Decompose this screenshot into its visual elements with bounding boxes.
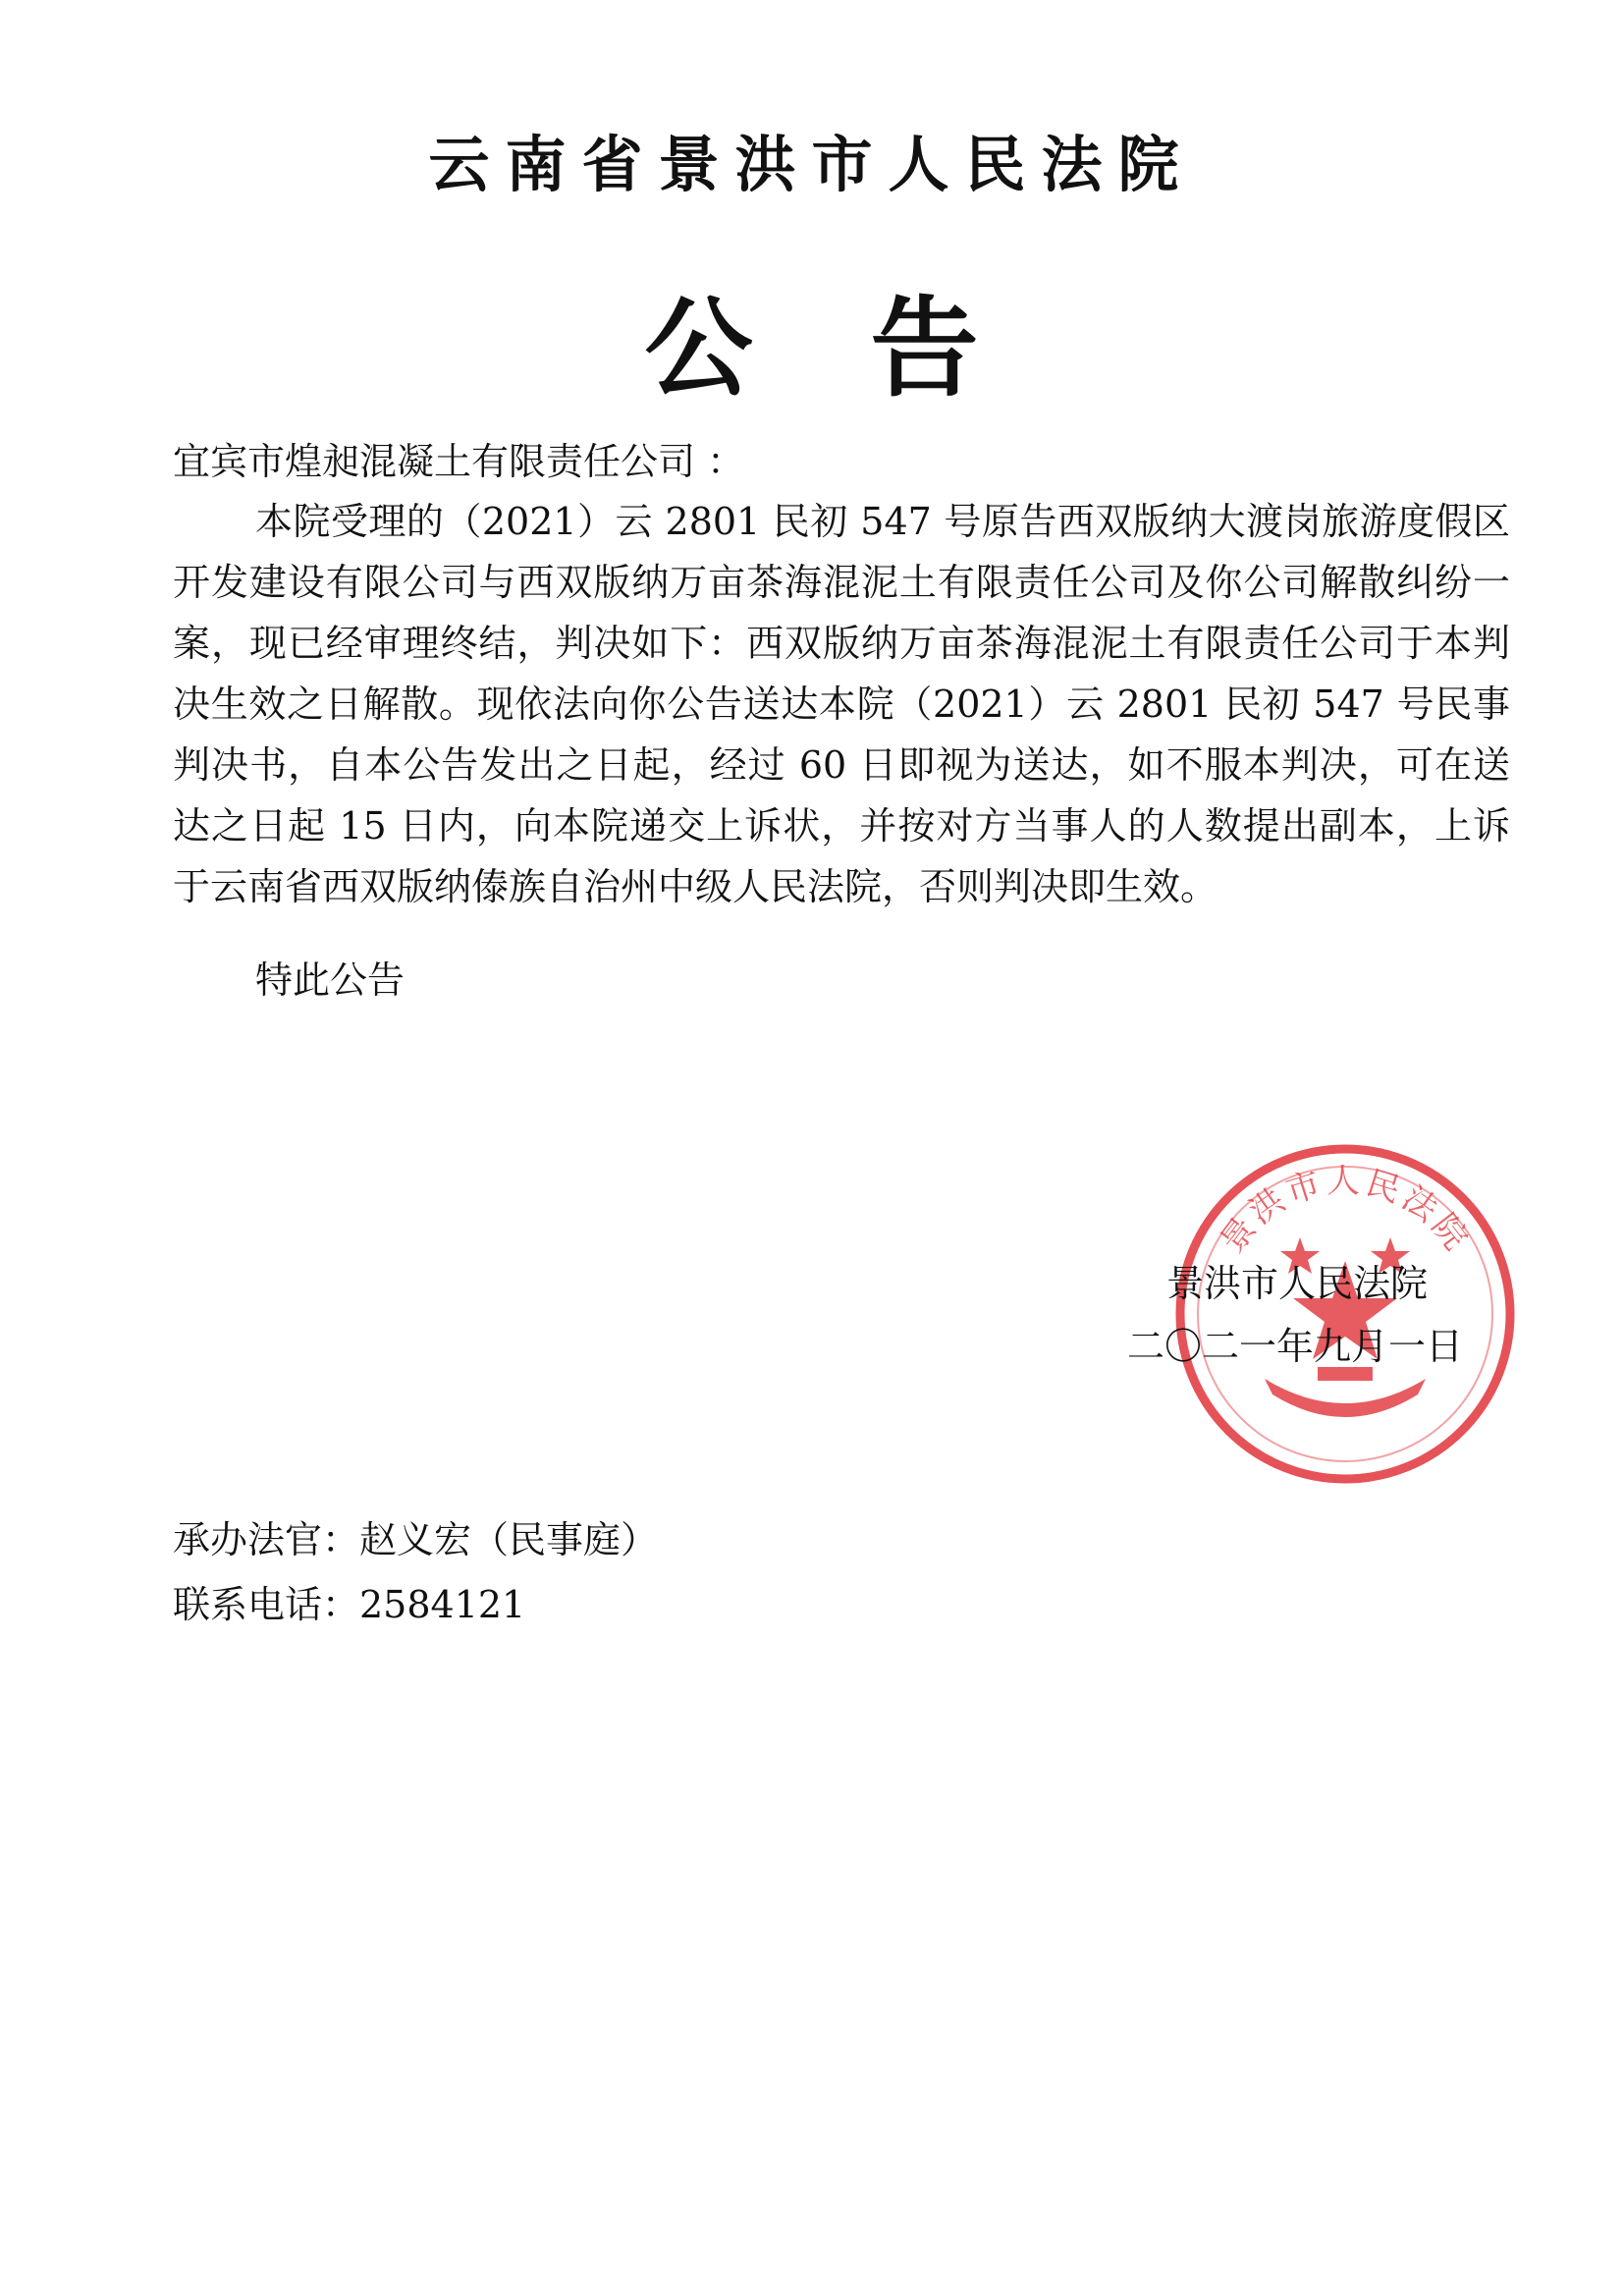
signing-date: 二〇二一年九月一日 [1127,1325,1464,1368]
notice-title: 公告 [644,286,1097,411]
presiding-judge: 承办法官：赵义宏（民事庭） [173,1518,659,1561]
contact-phone: 联系电话：2584121 [173,1583,526,1626]
court-seal-icon [1174,1143,1516,1485]
signing-court: 景洪市人民法院 [1166,1262,1429,1305]
addressee: 宜宾市煌昶混凝土有限责任公司 ： [173,440,745,483]
court-name-heading: 云南省景洪市人民法院 [428,129,1195,200]
seal-text: 景洪市人民法院 [1213,1161,1478,1261]
notice-body: 本院受理的（2021）云 2801 民初 547 号原告西双版纳大渡岗旅游度假区开发建设有限公司与西双版纳万亩茶海混泥土有限责任公司及你公司解散纠纷一案，现已经审理终结，判决如下：西双版纳万亩茶海混泥土有限责任公司于本判决生效之日解散。现依法向你公告送达本院（2021）云 2801 民初 547 号民事判决书，自本公告发出之日起，经过 60 日即视为送达，如不服本判决，可在送达之日起 15 日内，向本院递交上诉状，并按对方当事人的人数提出副本，上诉于云南省西双版纳傣族自治州中级人民法院，否则判决即生效。 [173,500,1510,908]
closing-phrase: 特此公告 [255,958,406,1002]
